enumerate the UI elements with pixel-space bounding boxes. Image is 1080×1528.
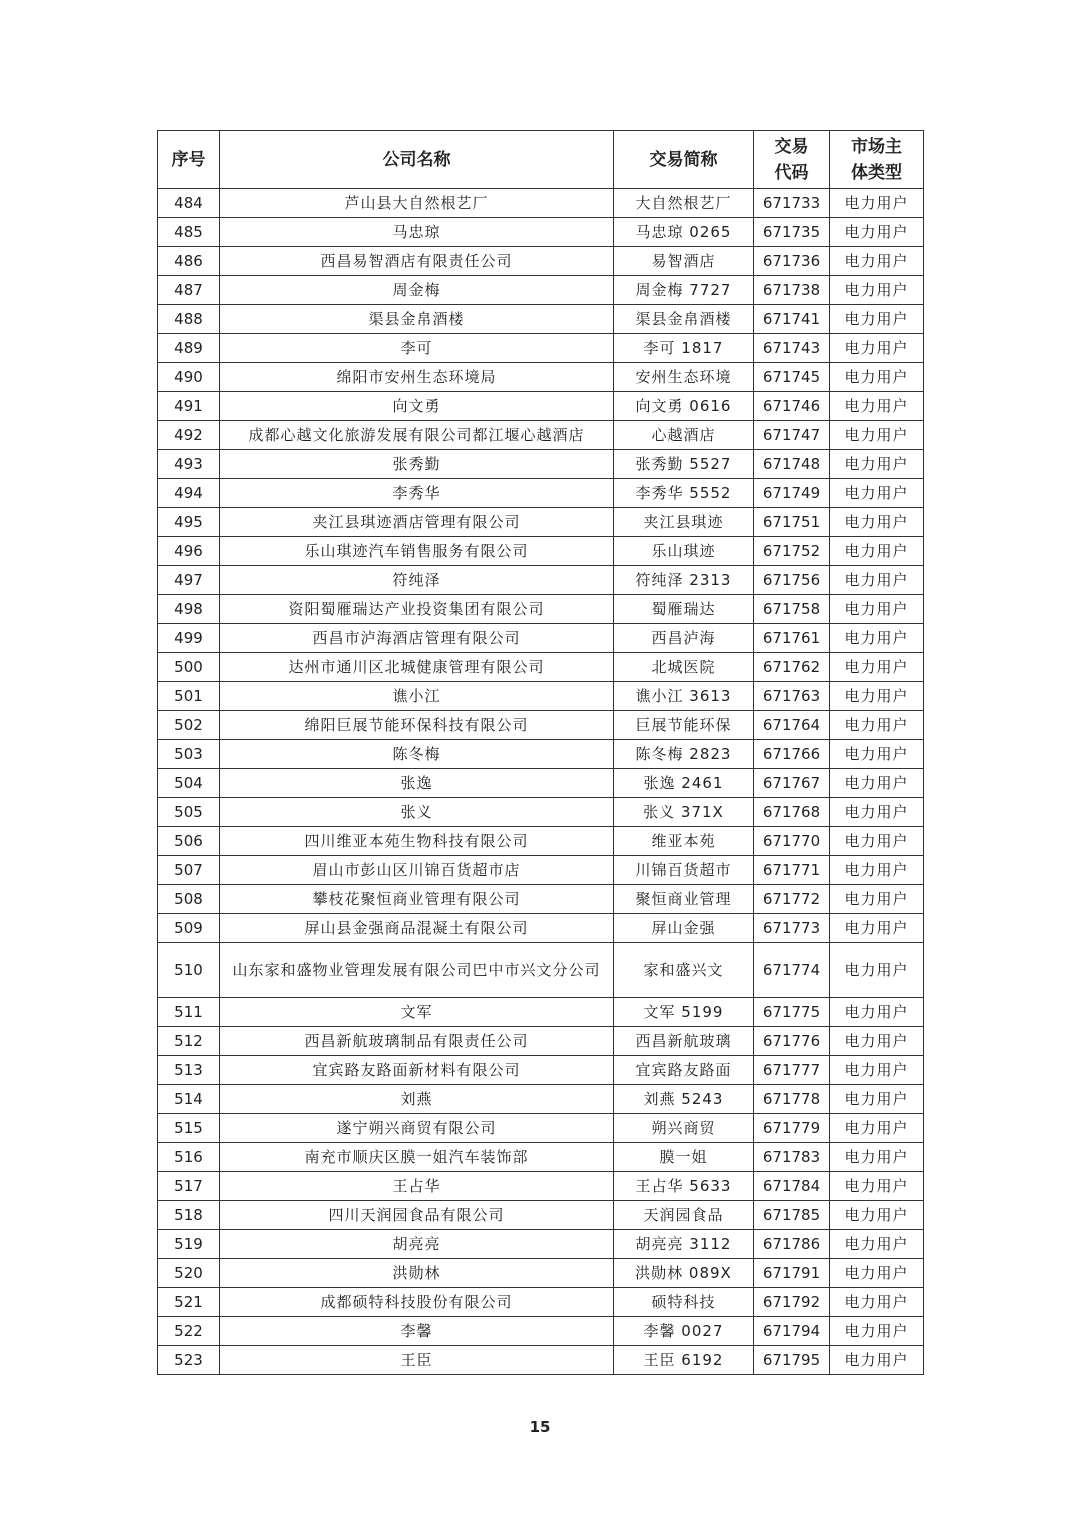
cell-company-name: 屏山县金强商品混凝土有限公司: [220, 914, 614, 943]
cell-company-name: 夹江县琪迹酒店管理有限公司: [220, 508, 614, 537]
cell-entity-type: 电力用户: [830, 711, 924, 740]
cell-company-name: 资阳蜀雁瑞达产业投资集团有限公司: [220, 595, 614, 624]
cell-entity-type: 电力用户: [830, 827, 924, 856]
table-row: [158, 218, 924, 247]
cell-entity-type: 电力用户: [830, 1027, 924, 1056]
cell-index: 503: [158, 740, 220, 769]
cell-short-name: 易智酒店: [614, 247, 754, 276]
cell-trade-code: 671733: [754, 189, 830, 218]
table-row: [158, 1114, 924, 1143]
cell-index: 505: [158, 798, 220, 827]
cell-trade-code: 671766: [754, 740, 830, 769]
table-row: [158, 769, 924, 798]
cell-index: 485: [158, 218, 220, 247]
cell-short-name: 张逸 2461: [614, 769, 754, 798]
table-row: [158, 653, 924, 682]
cell-short-name: 天润园食品: [614, 1201, 754, 1230]
cell-entity-type: 电力用户: [830, 450, 924, 479]
cell-index: 490: [158, 363, 220, 392]
cell-entity-type: 电力用户: [830, 595, 924, 624]
cell-trade-code: 671736: [754, 247, 830, 276]
cell-index: 484: [158, 189, 220, 218]
cell-entity-type: 电力用户: [830, 1114, 924, 1143]
cell-trade-code: 671738: [754, 276, 830, 305]
cell-company-name: 眉山市彭山区川锦百货超市店: [220, 856, 614, 885]
cell-company-name: 渠县金帛酒楼: [220, 305, 614, 334]
cell-trade-code: 671778: [754, 1085, 830, 1114]
cell-index: 487: [158, 276, 220, 305]
cell-trade-code: 671764: [754, 711, 830, 740]
cell-company-name: 周金梅: [220, 276, 614, 305]
cell-company-name: 山东家和盛物业管理发展有限公司巴中市兴文分公司: [220, 943, 614, 998]
cell-short-name: 川锦百货超市: [614, 856, 754, 885]
cell-index: 522: [158, 1317, 220, 1346]
cell-trade-code: 671756: [754, 566, 830, 595]
cell-short-name: 维亚本苑: [614, 827, 754, 856]
table-row: [158, 276, 924, 305]
table-row: [158, 943, 924, 998]
cell-company-name: 张秀勤: [220, 450, 614, 479]
cell-entity-type: 电力用户: [830, 537, 924, 566]
cell-company-name: 南充市顺庆区膜一姐汽车装饰部: [220, 1143, 614, 1172]
cell-trade-code: 671745: [754, 363, 830, 392]
cell-index: 509: [158, 914, 220, 943]
cell-company-name: 成都硕特科技股份有限公司: [220, 1288, 614, 1317]
cell-short-name: 西昌新航玻璃: [614, 1027, 754, 1056]
table-row: [158, 189, 924, 218]
header-trade-code: 交易代码: [754, 131, 830, 189]
table-row: [158, 1056, 924, 1085]
table-row: [158, 1230, 924, 1259]
table-row: [158, 305, 924, 334]
cell-entity-type: 电力用户: [830, 189, 924, 218]
cell-short-name: 硕特科技: [614, 1288, 754, 1317]
cell-short-name: 符纯泽 2313: [614, 566, 754, 595]
cell-index: 495: [158, 508, 220, 537]
table-row: [158, 998, 924, 1027]
cell-short-name: 家和盛兴文: [614, 943, 754, 998]
cell-short-name: 洪勋林 089X: [614, 1259, 754, 1288]
table-row: [158, 885, 924, 914]
cell-index: 504: [158, 769, 220, 798]
cell-entity-type: 电力用户: [830, 1288, 924, 1317]
cell-entity-type: 电力用户: [830, 1346, 924, 1375]
cell-trade-code: 671735: [754, 218, 830, 247]
cell-index: 513: [158, 1056, 220, 1085]
cell-trade-code: 671746: [754, 392, 830, 421]
cell-company-name: 马忠琼: [220, 218, 614, 247]
cell-short-name: 李馨 0027: [614, 1317, 754, 1346]
cell-entity-type: 电力用户: [830, 421, 924, 450]
table-row: [158, 1259, 924, 1288]
cell-company-name: 向文勇: [220, 392, 614, 421]
cell-company-name: 符纯泽: [220, 566, 614, 595]
cell-index: 501: [158, 682, 220, 711]
cell-short-name: 周金梅 7727: [614, 276, 754, 305]
cell-trade-code: 671785: [754, 1201, 830, 1230]
table-row: [158, 1317, 924, 1346]
cell-index: 492: [158, 421, 220, 450]
cell-entity-type: 电力用户: [830, 798, 924, 827]
cell-short-name: 张秀勤 5527: [614, 450, 754, 479]
cell-trade-code: 671772: [754, 885, 830, 914]
cell-short-name: 胡亮亮 3112: [614, 1230, 754, 1259]
cell-short-name: 张义 371X: [614, 798, 754, 827]
cell-entity-type: 电力用户: [830, 1085, 924, 1114]
cell-trade-code: 671771: [754, 856, 830, 885]
cell-entity-type: 电力用户: [830, 566, 924, 595]
cell-index: 512: [158, 1027, 220, 1056]
cell-index: 489: [158, 334, 220, 363]
cell-entity-type: 电力用户: [830, 769, 924, 798]
header-short-name: 交易简称: [614, 131, 754, 189]
cell-short-name: 巨展节能环保: [614, 711, 754, 740]
cell-index: 496: [158, 537, 220, 566]
cell-company-name: 芦山县大自然根艺厂: [220, 189, 614, 218]
cell-entity-type: 电力用户: [830, 914, 924, 943]
cell-company-name: 四川天润园食品有限公司: [220, 1201, 614, 1230]
table-row: [158, 566, 924, 595]
cell-company-name: 张义: [220, 798, 614, 827]
cell-trade-code: 671752: [754, 537, 830, 566]
cell-entity-type: 电力用户: [830, 392, 924, 421]
table-body: [158, 189, 924, 1375]
cell-index: 508: [158, 885, 220, 914]
cell-trade-code: 671743: [754, 334, 830, 363]
cell-index: 493: [158, 450, 220, 479]
cell-short-name: 王占华 5633: [614, 1172, 754, 1201]
header-company-name: 公司名称: [220, 131, 614, 189]
cell-entity-type: 电力用户: [830, 276, 924, 305]
cell-entity-type: 电力用户: [830, 682, 924, 711]
cell-trade-code: 671794: [754, 1317, 830, 1346]
cell-short-name: 王臣 6192: [614, 1346, 754, 1375]
cell-entity-type: 电力用户: [830, 624, 924, 653]
cell-trade-code: 671791: [754, 1259, 830, 1288]
cell-index: 510: [158, 943, 220, 998]
cell-company-name: 文军: [220, 998, 614, 1027]
cell-trade-code: 671741: [754, 305, 830, 334]
cell-short-name: 马忠琼 0265: [614, 218, 754, 247]
company-table: [157, 130, 924, 1375]
table-row: [158, 421, 924, 450]
cell-index: 488: [158, 305, 220, 334]
cell-index: 511: [158, 998, 220, 1027]
table-row: [158, 1143, 924, 1172]
cell-company-name: 谯小江: [220, 682, 614, 711]
table-row: [158, 1346, 924, 1375]
cell-index: 514: [158, 1085, 220, 1114]
cell-index: 494: [158, 479, 220, 508]
cell-company-name: 成都心越文化旅游发展有限公司都江堰心越酒店: [220, 421, 614, 450]
table-row: [158, 827, 924, 856]
cell-company-name: 王臣: [220, 1346, 614, 1375]
cell-index: 500: [158, 653, 220, 682]
cell-entity-type: 电力用户: [830, 998, 924, 1027]
cell-trade-code: 671763: [754, 682, 830, 711]
table-row: [158, 798, 924, 827]
cell-index: 518: [158, 1201, 220, 1230]
cell-short-name: 谯小江 3613: [614, 682, 754, 711]
cell-short-name: 西昌泸海: [614, 624, 754, 653]
cell-index: 497: [158, 566, 220, 595]
table-row: [158, 508, 924, 537]
cell-short-name: 向文勇 0616: [614, 392, 754, 421]
cell-entity-type: 电力用户: [830, 856, 924, 885]
cell-entity-type: 电力用户: [830, 479, 924, 508]
cell-trade-code: 671777: [754, 1056, 830, 1085]
table-row: [158, 363, 924, 392]
cell-entity-type: 电力用户: [830, 1056, 924, 1085]
cell-entity-type: 电力用户: [830, 1143, 924, 1172]
cell-index: 517: [158, 1172, 220, 1201]
cell-company-name: 李馨: [220, 1317, 614, 1346]
cell-trade-code: 671748: [754, 450, 830, 479]
cell-trade-code: 671773: [754, 914, 830, 943]
table-row: [158, 740, 924, 769]
cell-trade-code: 671784: [754, 1172, 830, 1201]
cell-company-name: 李秀华: [220, 479, 614, 508]
cell-index: 519: [158, 1230, 220, 1259]
cell-company-name: 达州市通川区北城健康管理有限公司: [220, 653, 614, 682]
table-row: [158, 479, 924, 508]
cell-index: 515: [158, 1114, 220, 1143]
table-row: [158, 1085, 924, 1114]
table-row: [158, 247, 924, 276]
cell-trade-code: 671770: [754, 827, 830, 856]
cell-trade-code: 671751: [754, 508, 830, 537]
cell-index: 507: [158, 856, 220, 885]
cell-company-name: 李可: [220, 334, 614, 363]
cell-trade-code: 671761: [754, 624, 830, 653]
cell-trade-code: 671775: [754, 998, 830, 1027]
cell-entity-type: 电力用户: [830, 943, 924, 998]
cell-entity-type: 电力用户: [830, 1172, 924, 1201]
table-row: [158, 914, 924, 943]
cell-company-name: 刘燕: [220, 1085, 614, 1114]
cell-short-name: 大自然根艺厂: [614, 189, 754, 218]
cell-short-name: 安州生态环境: [614, 363, 754, 392]
cell-trade-code: 671762: [754, 653, 830, 682]
header-index: 序号: [158, 131, 220, 189]
table-row: [158, 392, 924, 421]
cell-entity-type: 电力用户: [830, 1230, 924, 1259]
cell-short-name: 李秀华 5552: [614, 479, 754, 508]
cell-trade-code: 671792: [754, 1288, 830, 1317]
table-row: [158, 711, 924, 740]
cell-index: 498: [158, 595, 220, 624]
cell-company-name: 洪勋林: [220, 1259, 614, 1288]
table-row: [158, 595, 924, 624]
cell-short-name: 夹江县琪迹: [614, 508, 754, 537]
table-header-row: [158, 131, 924, 189]
cell-index: 520: [158, 1259, 220, 1288]
cell-company-name: 西昌新航玻璃制品有限责任公司: [220, 1027, 614, 1056]
cell-short-name: 渠县金帛酒楼: [614, 305, 754, 334]
table-row: [158, 450, 924, 479]
cell-company-name: 西昌市泸海酒店管理有限公司: [220, 624, 614, 653]
cell-short-name: 乐山琪迹: [614, 537, 754, 566]
cell-entity-type: 电力用户: [830, 247, 924, 276]
cell-short-name: 李可 1817: [614, 334, 754, 363]
cell-entity-type: 电力用户: [830, 1201, 924, 1230]
cell-short-name: 北城医院: [614, 653, 754, 682]
cell-short-name: 蜀雁瑞达: [614, 595, 754, 624]
cell-short-name: 文军 5199: [614, 998, 754, 1027]
cell-entity-type: 电力用户: [830, 885, 924, 914]
cell-entity-type: 电力用户: [830, 1317, 924, 1346]
table-row: [158, 537, 924, 566]
cell-entity-type: 电力用户: [830, 508, 924, 537]
page-number: 15: [529, 1418, 551, 1436]
cell-trade-code: 671783: [754, 1143, 830, 1172]
table-row: [158, 856, 924, 885]
cell-index: 499: [158, 624, 220, 653]
cell-entity-type: 电力用户: [830, 653, 924, 682]
cell-company-name: 宜宾路友路面新材料有限公司: [220, 1056, 614, 1085]
cell-company-name: 乐山琪迹汽车销售服务有限公司: [220, 537, 614, 566]
table-row: [158, 1201, 924, 1230]
cell-short-name: 聚恒商业管理: [614, 885, 754, 914]
cell-trade-code: 671779: [754, 1114, 830, 1143]
cell-company-name: 攀枝花聚恒商业管理有限公司: [220, 885, 614, 914]
cell-short-name: 屏山金强: [614, 914, 754, 943]
cell-entity-type: 电力用户: [830, 218, 924, 247]
cell-index: 521: [158, 1288, 220, 1317]
cell-index: 506: [158, 827, 220, 856]
cell-short-name: 膜一姐: [614, 1143, 754, 1172]
cell-company-name: 胡亮亮: [220, 1230, 614, 1259]
cell-company-name: 绵阳市安州生态环境局: [220, 363, 614, 392]
cell-trade-code: 671749: [754, 479, 830, 508]
cell-index: 502: [158, 711, 220, 740]
cell-short-name: 朔兴商贸: [614, 1114, 754, 1143]
cell-entity-type: 电力用户: [830, 305, 924, 334]
table-row: [158, 1288, 924, 1317]
cell-trade-code: 671767: [754, 769, 830, 798]
cell-company-name: 张逸: [220, 769, 614, 798]
cell-company-name: 王占华: [220, 1172, 614, 1201]
cell-short-name: 心越酒店: [614, 421, 754, 450]
cell-trade-code: 671747: [754, 421, 830, 450]
cell-trade-code: 671776: [754, 1027, 830, 1056]
cell-company-name: 绵阳巨展节能环保科技有限公司: [220, 711, 614, 740]
header-entity-type: 市场主体类型: [830, 131, 924, 189]
cell-entity-type: 电力用户: [830, 1259, 924, 1288]
cell-index: 491: [158, 392, 220, 421]
table-row: [158, 624, 924, 653]
cell-short-name: 刘燕 5243: [614, 1085, 754, 1114]
cell-trade-code: 671774: [754, 943, 830, 998]
cell-short-name: 陈冬梅 2823: [614, 740, 754, 769]
cell-index: 523: [158, 1346, 220, 1375]
cell-entity-type: 电力用户: [830, 363, 924, 392]
table-row: [158, 682, 924, 711]
cell-trade-code: 671795: [754, 1346, 830, 1375]
cell-entity-type: 电力用户: [830, 334, 924, 363]
cell-company-name: 遂宁朔兴商贸有限公司: [220, 1114, 614, 1143]
cell-trade-code: 671786: [754, 1230, 830, 1259]
cell-trade-code: 671758: [754, 595, 830, 624]
cell-index: 486: [158, 247, 220, 276]
cell-company-name: 陈冬梅: [220, 740, 614, 769]
cell-entity-type: 电力用户: [830, 740, 924, 769]
cell-trade-code: 671768: [754, 798, 830, 827]
table-row: [158, 1172, 924, 1201]
cell-company-name: 西昌易智酒店有限责任公司: [220, 247, 614, 276]
cell-index: 516: [158, 1143, 220, 1172]
cell-company-name: 四川维亚本苑生物科技有限公司: [220, 827, 614, 856]
table-row: [158, 334, 924, 363]
cell-short-name: 宜宾路友路面: [614, 1056, 754, 1085]
table-row: [158, 1027, 924, 1056]
